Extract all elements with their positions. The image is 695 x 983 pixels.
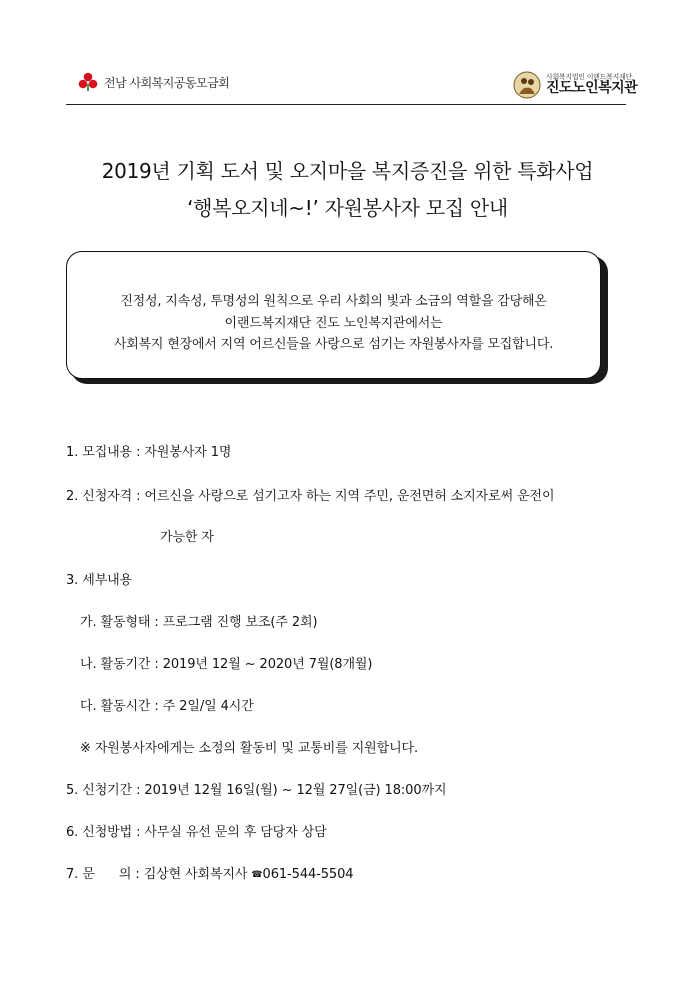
document-title-line2: ‘행복오지네~!’ 자원봉사자 모집 안내 [187,196,508,220]
fruit-logo-icon [78,72,98,92]
community-chest-logo [78,72,229,92]
item-details: 3. 세부내용 [66,573,133,588]
header-divider [66,104,626,105]
elderly-figure-logo-icon [512,70,542,100]
item-activity-type: 가. 활동형태 : 프로그램 진행 보조(주 2회) [80,615,318,630]
item-recruit: 1. 모집내용 : 자원봉사자 1명 [66,445,232,460]
item-note: ※ 자원봉사자에게는 소정의 활동비 및 교통비를 지원합니다. [80,741,419,756]
welfare-center-name: 진도노인복지관 [546,80,638,97]
intro-line-3: 사회복지 현장에서 지역 어르신들을 사랑으로 섬기는 자원봉사자를 모집합니다. [113,337,554,352]
item-qualification-continued: 가능한 자 [160,530,214,545]
item-apply-period: 5. 신청기간 : 2019년 12월 16일(월) ~ 12월 27일(금) 18:00까지 [66,783,447,798]
community-chest-logo-text: 전남 사회복지공동모금회 [104,75,230,90]
document-title-line1: 2019년 기획 도서 및 오지마을 복지증진을 위한 특화사업 [101,159,594,183]
item-apply-method: 6. 신청방법 : 사무실 유선 문의 후 담당자 상담 [66,825,327,840]
item-activity-time: 다. 활동시간 : 주 2일/일 4시간 [80,699,254,714]
phone-icon: ☎ [251,870,263,880]
item-qualification: 2. 신청자격 : 어르신을 사랑으로 섬기고자 하는 지역 주민, 운전면허 소지자로써 운전이 [66,489,555,504]
intro-box [66,251,601,379]
contact-label: 7. 문 의 : 김상현 사회복지사 [66,867,252,882]
intro-line-2: 이랜드복지재단 진도 노인복지관에서는 [224,316,443,331]
item-contact [66,863,353,882]
intro-line-1: 진정성, 지속성, 투명성의 원칙으로 우리 사회의 빛과 소금의 역할을 감당해온 [120,294,547,309]
page-header [0,0,695,110]
welfare-center-logo [512,70,637,100]
item-activity-period: 나. 활동기간 : 2019년 12월 ~ 2020년 7월(8개월) [80,657,373,672]
welfare-center-foundation-name: 사회복지법인 이랜드복지재단 [546,72,632,81]
contact-phone: 061-544-5504 [262,867,354,882]
